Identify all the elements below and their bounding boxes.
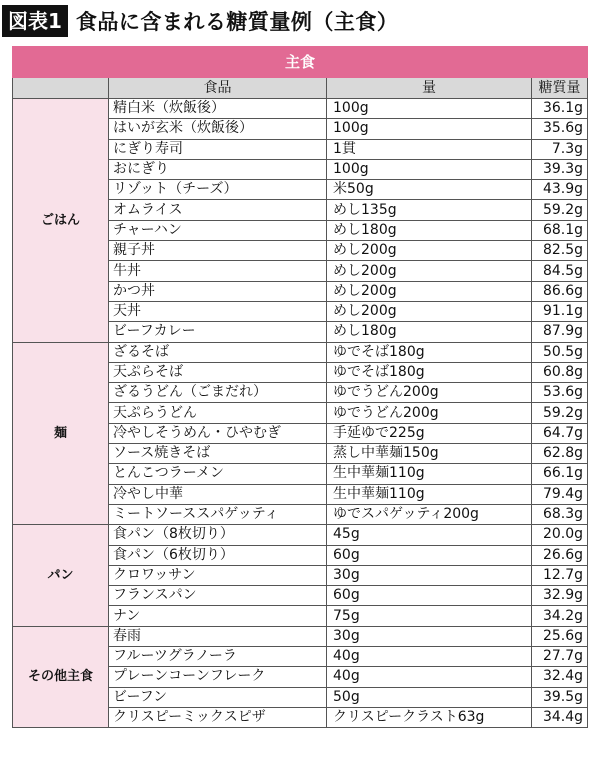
food-cell: おにぎり [109, 159, 327, 179]
amount-cell: めし200g [327, 261, 532, 281]
food-cell: ミートソーススパゲッティ [109, 504, 327, 524]
amount-cell: 米50g [327, 180, 532, 200]
amount-cell: めし200g [327, 301, 532, 321]
food-cell: プレーンコーンフレーク [109, 667, 327, 687]
amount-cell: ゆでそば180g [327, 342, 532, 362]
carb-cell: 25.6g [532, 626, 588, 646]
food-cell: ざるそば [109, 342, 327, 362]
amount-cell: クリスピークラスト63g [327, 707, 532, 727]
amount-cell: ゆでスパゲッティ200g [327, 504, 532, 524]
food-cell: かつ丼 [109, 281, 327, 301]
carb-cell: 60.8g [532, 362, 588, 382]
column-header-row [13, 78, 588, 99]
food-cell: クロワッサン [109, 565, 327, 585]
category-cell: その他主食 [13, 626, 109, 727]
food-cell: フランスパン [109, 586, 327, 606]
table-band-row [13, 47, 588, 78]
carb-cell: 34.2g [532, 606, 588, 626]
table-row [13, 99, 588, 119]
carb-cell: 66.1g [532, 464, 588, 484]
amount-cell: 40g [327, 647, 532, 667]
carb-cell: 91.1g [532, 301, 588, 321]
food-cell: 牛丼 [109, 261, 327, 281]
carb-cell: 26.6g [532, 545, 588, 565]
header-blank [13, 78, 109, 99]
carb-cell: 68.3g [532, 504, 588, 524]
food-cell: 天ぷらそば [109, 362, 327, 382]
carb-cell: 20.0g [532, 525, 588, 545]
amount-cell: 45g [327, 525, 532, 545]
amount-cell: めし200g [327, 241, 532, 261]
food-cell: フルーツグラノーラ [109, 647, 327, 667]
food-cell: 冷やしそうめん・ひやむぎ [109, 423, 327, 443]
carb-cell: 53.6g [532, 383, 588, 403]
amount-cell: めし200g [327, 281, 532, 301]
table-row [13, 626, 588, 646]
amount-cell: 60g [327, 586, 532, 606]
carb-cell: 64.7g [532, 423, 588, 443]
category-cell: パン [13, 525, 109, 626]
amount-cell: 1貫 [327, 139, 532, 159]
food-cell: 親子丼 [109, 241, 327, 261]
carb-cell: 79.4g [532, 484, 588, 504]
figure-header [2, 4, 398, 38]
carb-cell: 86.6g [532, 281, 588, 301]
amount-cell: 生中華麺110g [327, 464, 532, 484]
food-cell: 春雨 [109, 626, 327, 646]
carb-cell: 27.7g [532, 647, 588, 667]
category-cell: ごはん [13, 99, 109, 343]
carb-cell: 82.5g [532, 241, 588, 261]
carb-cell: 34.4g [532, 707, 588, 727]
amount-cell: 30g [327, 626, 532, 646]
table-row [13, 342, 588, 362]
amount-cell: 75g [327, 606, 532, 626]
amount-cell: ゆでそば180g [327, 362, 532, 382]
carb-cell: 84.5g [532, 261, 588, 281]
carb-cell: 39.5g [532, 687, 588, 707]
food-cell: にぎり寿司 [109, 139, 327, 159]
table-row [13, 525, 588, 545]
amount-cell: 手延ゆで225g [327, 423, 532, 443]
food-cell: ソース焼きそば [109, 444, 327, 464]
carb-table [12, 46, 588, 728]
amount-cell: 30g [327, 565, 532, 585]
food-cell: ビーフン [109, 687, 327, 707]
amount-cell: ゆでうどん200g [327, 403, 532, 423]
food-cell: とんこつラーメン [109, 464, 327, 484]
amount-cell: 100g [327, 159, 532, 179]
food-cell: チャーハン [109, 220, 327, 240]
food-cell: 冷やし中華 [109, 484, 327, 504]
header-carb: 糖質量 [532, 78, 588, 99]
figure-title: 食品に含まれる糖質量例（主食） [75, 10, 399, 34]
food-cell: オムライス [109, 200, 327, 220]
food-cell: ナン [109, 606, 327, 626]
carb-cell: 12.7g [532, 565, 588, 585]
carb-cell: 68.1g [532, 220, 588, 240]
carb-cell: 50.5g [532, 342, 588, 362]
amount-cell: 100g [327, 119, 532, 139]
food-cell: はいが玄米（炊飯後） [109, 119, 327, 139]
carb-cell: 7.3g [532, 139, 588, 159]
band-label: 主食 [13, 47, 588, 78]
amount-cell: 生中華麺110g [327, 484, 532, 504]
header-amount: 量 [327, 78, 532, 99]
table-body [13, 99, 588, 728]
amount-cell: めし180g [327, 220, 532, 240]
amount-cell: ゆでうどん200g [327, 383, 532, 403]
amount-cell: 100g [327, 99, 532, 119]
figure-label: 図表1 [2, 5, 68, 37]
amount-cell: 50g [327, 687, 532, 707]
carb-cell: 59.2g [532, 403, 588, 423]
food-cell: ざるうどん（ごまだれ） [109, 383, 327, 403]
carb-cell: 36.1g [532, 99, 588, 119]
category-cell: 麺 [13, 342, 109, 525]
food-cell: 食パン（8枚切り） [109, 525, 327, 545]
carb-cell: 43.9g [532, 180, 588, 200]
food-cell: 精白米（炊飯後） [109, 99, 327, 119]
carb-cell: 59.2g [532, 200, 588, 220]
food-cell: 天ぷらうどん [109, 403, 327, 423]
food-cell: 食パン（6枚切り） [109, 545, 327, 565]
carb-cell: 35.6g [532, 119, 588, 139]
food-cell: ビーフカレー [109, 322, 327, 342]
amount-cell: めし180g [327, 322, 532, 342]
amount-cell: めし135g [327, 200, 532, 220]
amount-cell: 蒸し中華麺150g [327, 444, 532, 464]
carb-cell: 87.9g [532, 322, 588, 342]
amount-cell: 40g [327, 667, 532, 687]
carb-cell: 32.4g [532, 667, 588, 687]
food-cell: クリスピーミックスピザ [109, 707, 327, 727]
food-cell: 天丼 [109, 301, 327, 321]
carb-cell: 32.9g [532, 586, 588, 606]
header-food: 食品 [109, 78, 327, 99]
amount-cell: 60g [327, 545, 532, 565]
carb-cell: 39.3g [532, 159, 588, 179]
carb-cell: 62.8g [532, 444, 588, 464]
food-cell: リゾット（チーズ） [109, 180, 327, 200]
